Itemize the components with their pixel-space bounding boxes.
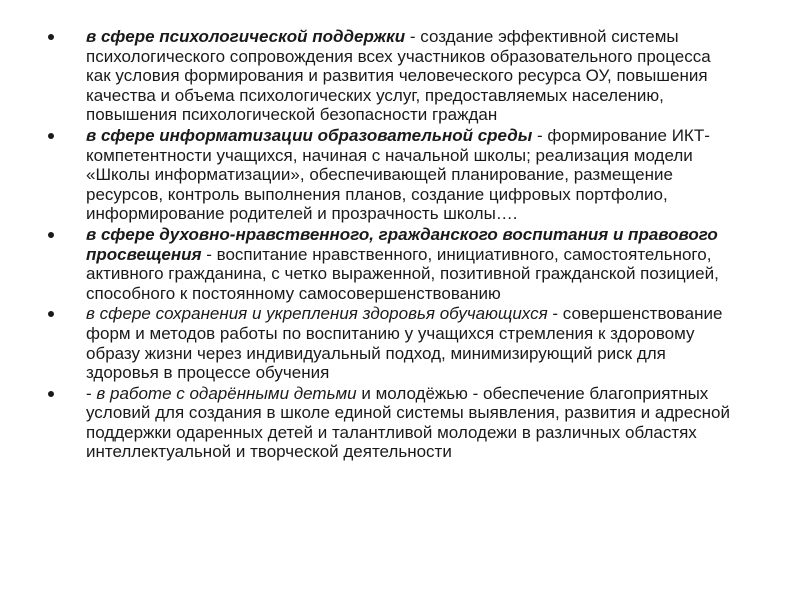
bullet-dot-icon [48, 311, 54, 317]
bullet-heading: в работе с одарёнными детьми [96, 383, 357, 403]
bullet-item-gifted-children [48, 384, 730, 462]
bullet-text: - воспитание нравственного, инициативного, самостоятельного, активного гражданина, с четко выраженной, позитивной гражданской позицией, способного к постоянному самосовершенствованию [86, 244, 719, 303]
bullet-heading: в сфере информатизации образовательной среды [86, 125, 533, 145]
bullet-text: - совершенствование форм и методов работы по воспитанию у учащихся стремления к здоровому образу жизни через индивидуальный подход, минимизирующий риск для здоровья в процессе обучения [86, 304, 723, 383]
bullet-item-informatization [48, 126, 730, 224]
bullet-text: и молодёжью - обеспечение благоприятных условий для создания в школе единой системы выявления, развития и адресной поддержки одаренных детей и талантливой молодежи в различных областях интеллектуальной и творческой деятельности [86, 383, 730, 462]
bullet-dot-icon [48, 232, 54, 238]
bullet-text: - создание эффективной системы психологического сопровождения всех участников образовательного процесса как условия формирования и развития человеческого ресурса ОУ, повышения качества и объема психологических услуг, предоставляемых населению, повышения психологической безопасности граждан [86, 27, 711, 125]
bullet-heading: в сфере психологической поддержки [86, 27, 406, 46]
bullet-item-health [48, 304, 730, 382]
bullet-dot-icon [48, 34, 54, 40]
bullet-list [48, 27, 730, 462]
bullet-dot-icon [48, 133, 54, 139]
bullet-heading: в сфере сохранения и укрепления здоровья обучающихся [86, 304, 548, 324]
bullet-prefix: - [86, 383, 97, 403]
bullet-heading: в сфере духовно-нравственного, гражданского воспитания и правового просвещения [86, 224, 718, 264]
bullet-text: - формирование ИКТ-компетентности учащихся, начиная с начальной школы; реализация модели «Школы информатизации», обеспечивающей планирование, размещение ресурсов, контроль выполнения планов, создание цифровых портфолио, информирование родителей и прозрачность школы…. [86, 125, 710, 224]
bullet-item-moral-civic-education [48, 225, 730, 303]
bullet-item-psychological-support [48, 27, 730, 125]
bullet-dot-icon [48, 391, 54, 397]
